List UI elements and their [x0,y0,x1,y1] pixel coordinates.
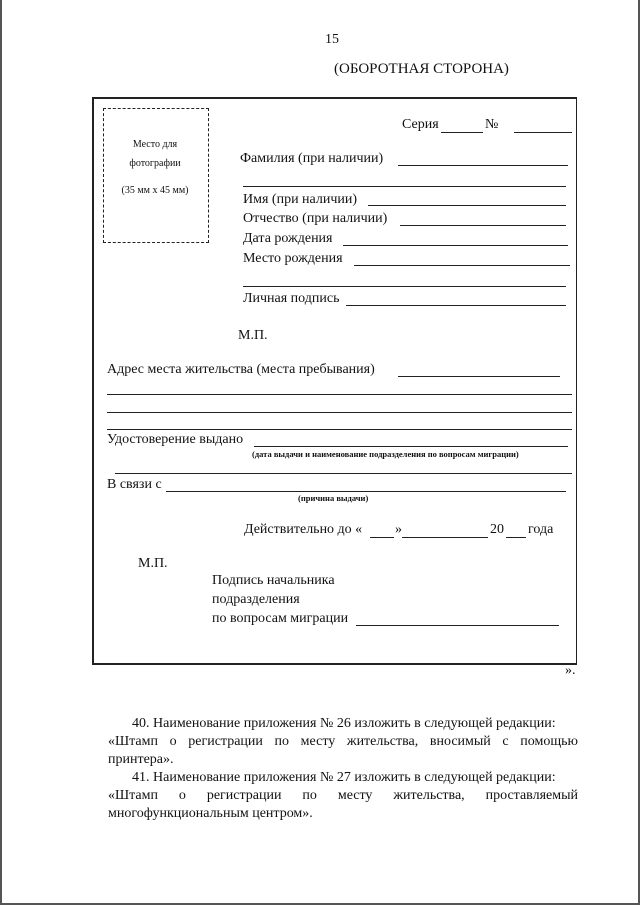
signature-label: Личная подпись [243,291,340,306]
issued-extra-line [115,473,572,474]
valid-quote-close: » [395,522,402,537]
surname-extra-line [243,186,566,187]
issued-field-line [254,446,568,447]
item-40-text-line2: принтера». [108,752,174,767]
valid-month-line [402,537,488,538]
chief-signature-line3: по вопросам миграции [212,611,349,626]
patronymic-field-line [400,225,566,226]
photo-placeholder [103,108,209,243]
item-41-text-line1: «Штамп о регистрации по месту жительства, проставляемый [108,788,578,803]
birth-place-label: Место рождения [243,251,343,266]
photo-label-line2: фотографии [129,158,181,169]
valid-until-label: Действительно до « [244,522,363,537]
reason-label: В связи с [107,477,162,492]
valid-year-prefix: 20 [490,522,504,537]
patronymic-label: Отчество (при наличии) [243,211,388,226]
surname-field-line [398,165,568,166]
valid-year-line [506,537,526,538]
name-label: Имя (при наличии) [243,192,358,207]
valid-day-line [370,537,394,538]
birth-place-extra-line [243,286,566,287]
number-label: № [485,117,499,132]
page-edge-left [0,0,2,905]
item-40-text-line1: «Штамп о регистрации по месту жительства, вносимый с помощью [108,734,578,749]
address-field-line [398,376,560,377]
stamp-place-1: М.П. [238,328,268,343]
address-line-3 [107,412,572,413]
item-40-heading: 40. Наименование приложения № 26 изложить в следующей редакции: [132,716,556,731]
item-41-heading: 41. Наименование приложения № 27 изложить в следующей редакции: [132,770,556,785]
reason-hint: (причина выдачи) [298,493,369,503]
photo-label-line1: Место для [132,139,178,150]
series-field-line [441,132,483,133]
signature-field-line [346,305,566,306]
closing-quote: ». [565,663,576,678]
stamp-place-2: М.П. [138,556,168,571]
birth-place-field-line [354,265,570,266]
issued-hint: (дата выдачи и наименование подразделения по вопросам миграции) [252,449,519,459]
reason-field-line [166,491,566,492]
birth-date-field-line [343,245,568,246]
surname-label: Фамилия (при наличии) [240,151,384,166]
name-field-line [368,205,566,206]
chief-signature-field-line [356,625,559,626]
chief-signature-line1: Подпись начальника [212,573,335,588]
address-line-4 [107,429,572,430]
birth-date-label: Дата рождения [243,231,333,246]
issued-label: Удостоверение выдано [107,432,244,447]
valid-year-suffix: года [528,522,554,537]
page-number: 15 [325,32,339,47]
chief-signature-line2: подразделения [212,592,300,607]
item-41-text-line2: многофункциональным центром». [108,806,313,821]
page-subtitle: (ОБОРОТНАЯ СТОРОНА) [334,61,509,77]
series-label: Серия [402,117,439,132]
address-label: Адрес места жительства (места пребывания) [107,362,375,377]
address-line-2 [107,394,572,395]
photo-size: (35 мм х 45 мм) [121,185,189,196]
number-field-line [514,132,572,133]
